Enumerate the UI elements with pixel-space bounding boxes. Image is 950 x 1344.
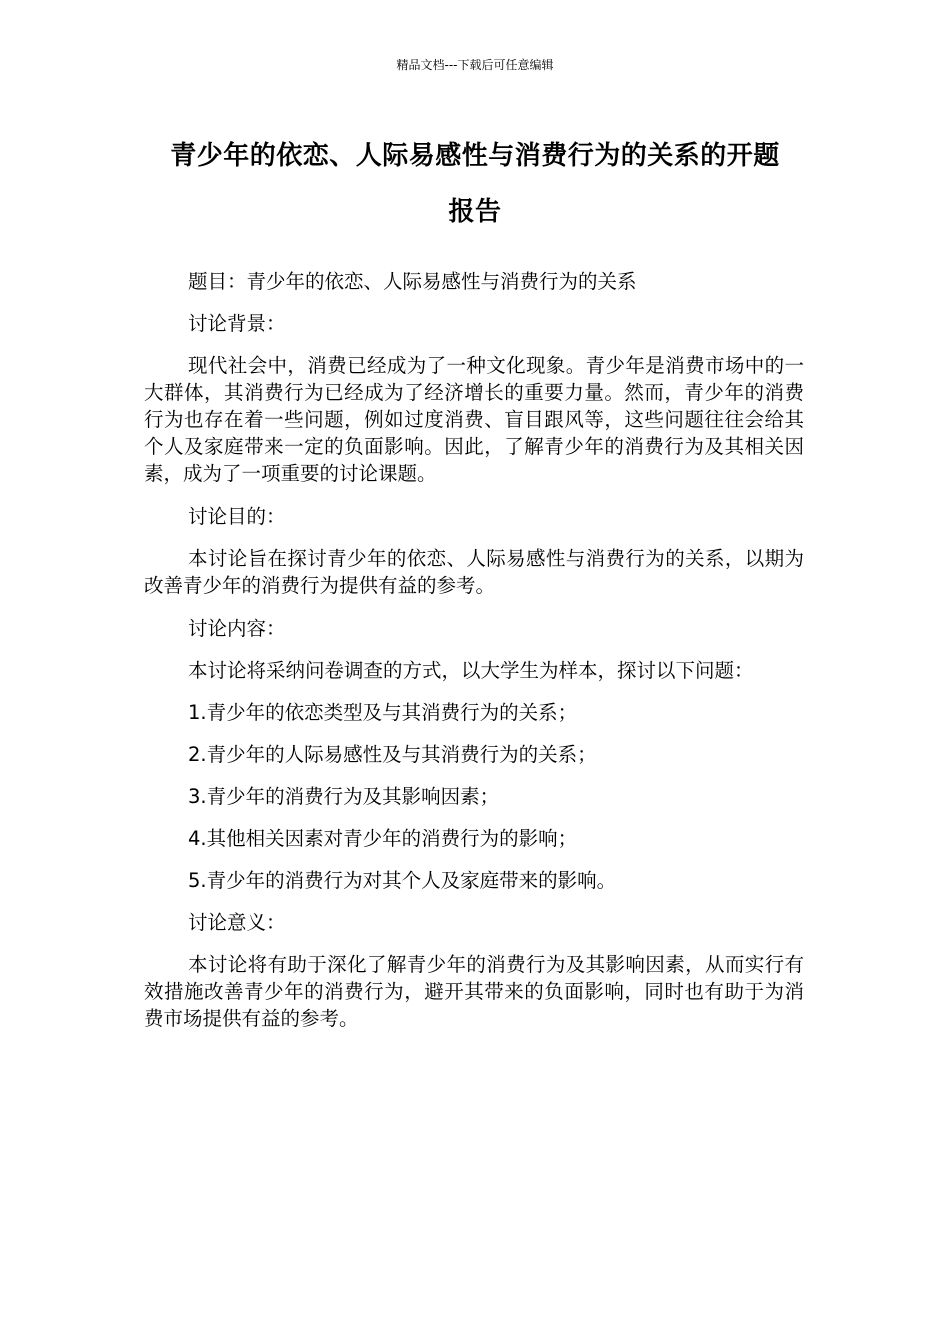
section-heading-purpose: 讨论目的： xyxy=(188,505,286,528)
topic-line: 题目：青少年的依恋、人际易感性与消费行为的关系 xyxy=(188,270,637,293)
title-line-1: 青少年的依恋、人际易感性与消费行为的关系的开题 xyxy=(170,141,780,171)
purpose-paragraph: 本讨论旨在探讨青少年的依恋、人际易感性与消费行为的关系，以期为改善青少年的消费行为提供有益的参考。 xyxy=(144,547,804,597)
header-note: 精品文档---下载后可任意编辑 xyxy=(396,58,554,72)
content-item-5: 5.青少年的消费行为对其个人及家庭带来的影响。 xyxy=(188,869,617,892)
section-heading-significance: 讨论意义： xyxy=(188,911,286,934)
section-heading-background: 讨论背景： xyxy=(188,312,286,335)
content-item-2: 2.青少年的人际易感性及与其消费行为的关系； xyxy=(188,743,597,766)
section-heading-content: 讨论内容： xyxy=(188,617,286,640)
content-intro: 本讨论将采纳问卷调查的方式，以大学生为样本，探讨以下问题： xyxy=(188,659,754,682)
background-paragraph: 现代社会中，消费已经成为了一种文化现象。青少年是消费市场中的一大群体，其消费行为已经成为了经济增长的重要力量。然而，青少年的消费行为也存在着一些问题，例如过度消费、盲目跟风等，这些问题往往会给其个人及家庭带来一定的负面影响。因此，了解青少年的消费行为及其相关因素，成为了一项重要的讨论课题。 xyxy=(144,354,804,485)
document-title xyxy=(135,128,815,240)
content-item-4: 4.其他相关因素对青少年的消费行为的影响； xyxy=(188,827,578,850)
document-body xyxy=(144,268,804,1048)
content-item-3: 3.青少年的消费行为及其影响因素； xyxy=(188,785,500,808)
title-line-2: 报告 xyxy=(448,197,502,227)
significance-paragraph: 本讨论将有助于深化了解青少年的消费行为及其影响因素，从而实行有效措施改善青少年的消费行为，避开其带来的负面影响，同时也有助于为消费市场提供有益的参考。 xyxy=(144,953,804,1030)
content-item-1: 1.青少年的依恋类型及与其消费行为的关系； xyxy=(188,701,578,724)
